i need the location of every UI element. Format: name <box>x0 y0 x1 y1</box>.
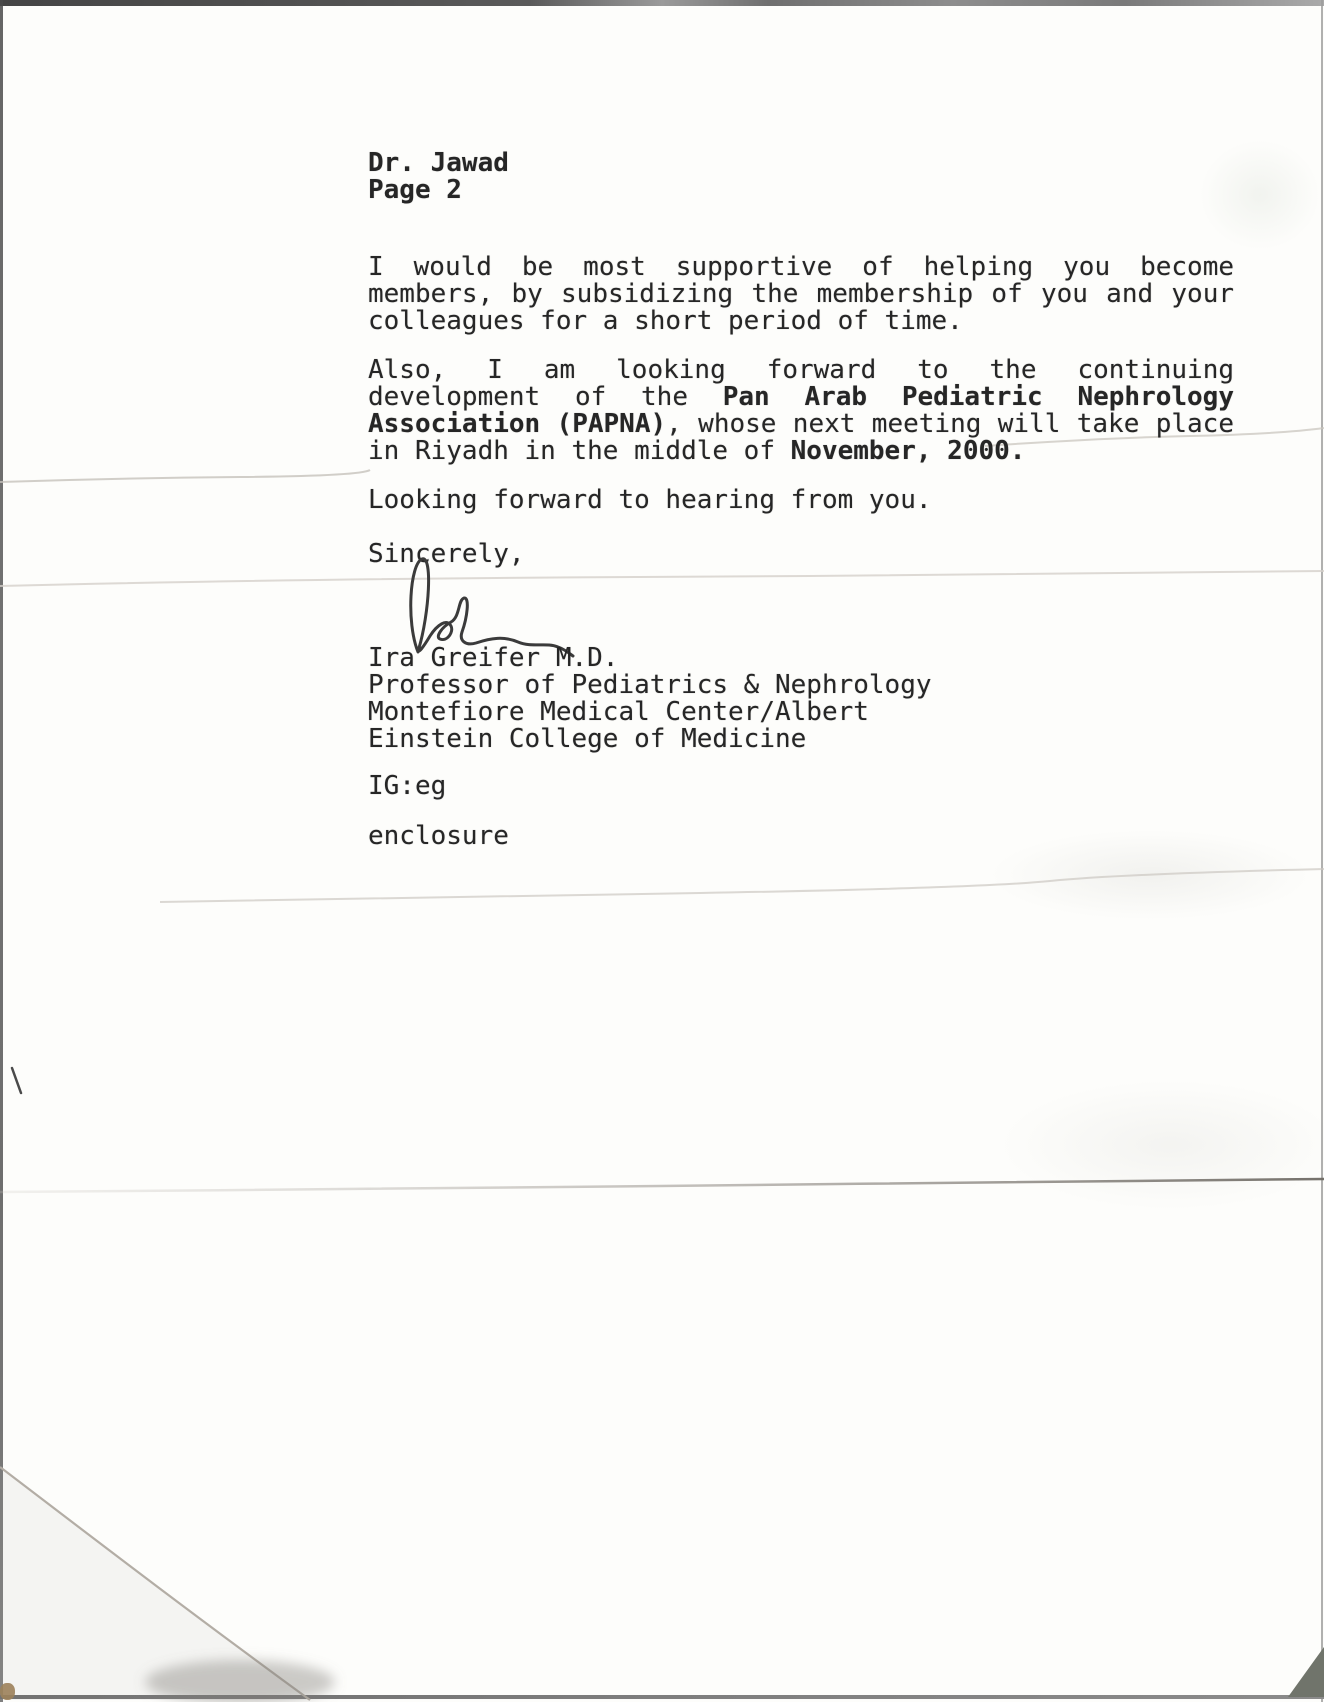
scanner-bottom-edge <box>0 1695 1324 1699</box>
letter-line <box>368 177 1234 204</box>
text-segment: I would be most supportive of helping you become <box>368 252 1234 282</box>
letter-line <box>368 384 1234 411</box>
paragraph-2 <box>368 357 1234 465</box>
signature-block <box>368 645 1234 753</box>
text-segment: Professor of Pediatrics & Nephrology <box>368 670 932 700</box>
stain-bottom-left <box>0 1683 15 1700</box>
letter-line <box>368 150 1234 177</box>
text-segment: , whose next meeting will take place <box>666 409 1234 439</box>
text-segment: in Riyadh in the middle of <box>368 436 791 466</box>
crease-line <box>0 470 370 482</box>
crease-line-strong <box>0 1179 1324 1192</box>
letter-line <box>368 672 1234 699</box>
text-segment: Page 2 <box>368 175 462 205</box>
letter-line <box>368 438 1234 465</box>
text-segment: Also, I am looking forward to the continuing <box>368 355 1234 385</box>
bold-text-segment: Pan Arab Pediatric Nephrology <box>722 382 1234 412</box>
text-segment: Einstein College of Medicine <box>368 724 807 754</box>
folded-corner-bottom-right <box>1288 1647 1324 1697</box>
closing-line: Looking forward to hearing from you. <box>368 485 932 515</box>
crease-line <box>160 869 1324 902</box>
text-segment: Ira Greifer M.D. <box>368 643 619 673</box>
text-segment: Montefiore Medical Center/Albert <box>368 697 869 727</box>
letter-line <box>368 254 1234 281</box>
fold-shadow-area <box>0 1467 310 1700</box>
fold-crease-line <box>0 1467 310 1700</box>
scanner-top-edge <box>0 0 1324 6</box>
letter-header <box>368 150 1234 204</box>
text-segment: members, by subsidizing the membership of you and your <box>368 279 1234 309</box>
letter-line <box>368 645 1234 672</box>
text-segment: development of the <box>368 382 723 412</box>
letter-line <box>368 411 1234 438</box>
letter-line <box>368 357 1234 384</box>
text-segment: colleagues for a short period of time. <box>368 306 963 336</box>
bold-text-segment: November, 2000. <box>790 436 1026 466</box>
paper-blotch <box>1000 1080 1324 1210</box>
bold-text-segment: Association (PAPNA) <box>368 409 667 439</box>
typist-initials: IG:eg <box>368 771 447 801</box>
stray-mark <box>12 1068 21 1093</box>
text-segment: Dr. Jawad <box>368 148 509 178</box>
letter-line <box>368 726 1234 753</box>
scanner-left-edge <box>0 0 3 1702</box>
letter-line <box>368 308 1234 335</box>
letter-line <box>368 699 1234 726</box>
scanner-right-edge <box>1321 0 1323 1702</box>
paragraph-1 <box>368 254 1234 335</box>
enclosure-note: enclosure <box>368 821 509 851</box>
crease-line <box>0 571 1324 586</box>
salutation: Sincerely, <box>368 539 525 569</box>
letter-line <box>368 281 1234 308</box>
